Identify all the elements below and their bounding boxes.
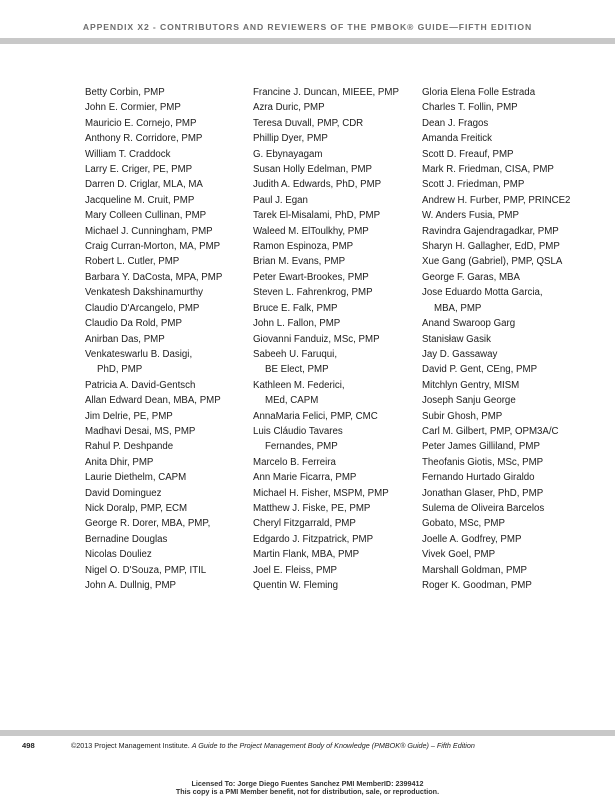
contributor-name bbox=[422, 285, 600, 316]
contributor-name-line: Roger K. Goodman, PMP bbox=[422, 580, 532, 591]
contributor-name-line: Cheryl Fitzgarrald, PMP bbox=[253, 518, 356, 530]
contributor-name-line: Quentin W. Fleming bbox=[253, 580, 339, 591]
contributor-name bbox=[85, 547, 263, 562]
contributor-name bbox=[85, 563, 263, 578]
contributor-name-line: Barbara Y. DaCosta, MPA, PMP bbox=[85, 271, 223, 283]
contributor-name-continuation: MBA, PMP bbox=[434, 302, 482, 314]
contributor-name bbox=[253, 193, 431, 208]
contributor-name-line: Peter Ewart-Brookes, PMP bbox=[253, 271, 369, 283]
contributor-name-line: Nigel O. D'Souza, PMP, ITIL bbox=[85, 564, 207, 576]
footer-rule bbox=[0, 730, 615, 736]
contributor-name bbox=[422, 224, 600, 239]
contributor-name-line: Larry E. Criger, PE, PMP bbox=[85, 164, 193, 176]
contributor-name-line: Bruce E. Falk, PMP bbox=[253, 302, 338, 314]
contributor-name-line: Mitchlyn Gentry, MISM bbox=[422, 379, 520, 391]
contributor-name-line: Anita Dhir, PMP bbox=[85, 456, 154, 468]
contributor-name-line: William T. Craddock bbox=[85, 148, 171, 160]
contributor-name bbox=[422, 239, 600, 254]
contributor-name bbox=[85, 501, 263, 516]
contributor-name-line: Sabeeh U. Faruqui, bbox=[253, 348, 338, 360]
contributor-name bbox=[253, 162, 431, 177]
contributors-column-3 bbox=[422, 85, 600, 593]
contributor-name bbox=[422, 409, 600, 424]
contributor-name-line: Claudio Da Rold, PMP bbox=[85, 318, 182, 330]
contributor-name bbox=[422, 116, 600, 131]
contributor-name bbox=[253, 254, 431, 269]
contributor-name-line: Giovanni Fanduiz, MSc, PMP bbox=[253, 333, 380, 345]
contributor-name bbox=[253, 208, 431, 223]
contributor-name-line: Nicolas Douliez bbox=[85, 549, 152, 561]
contributor-name-line: Rahul P. Deshpande bbox=[85, 441, 174, 453]
contributor-name bbox=[85, 470, 263, 485]
contributor-name bbox=[422, 177, 600, 192]
contributor-name bbox=[422, 254, 600, 269]
contributor-name bbox=[253, 501, 431, 516]
contributor-name-line: Bernadine Douglas bbox=[85, 533, 168, 545]
contributor-name bbox=[253, 285, 431, 300]
contributor-name-line: Scott J. Friedman, PMP bbox=[422, 179, 525, 191]
contributors-column-1 bbox=[85, 85, 263, 593]
contributor-name-line: Jose Eduardo Motta Garcia, bbox=[422, 287, 543, 299]
contributor-name-line: Francine J. Duncan, MIEEE, PMP bbox=[253, 87, 399, 98]
contributor-name-line: Phillip Dyer, PMP bbox=[253, 133, 328, 145]
contributor-name bbox=[85, 532, 263, 547]
contributor-name bbox=[253, 516, 431, 531]
contributor-name-line: Waleed M. ElToulkhy, PMP bbox=[253, 225, 369, 237]
contributor-name bbox=[85, 116, 263, 131]
contributor-name bbox=[85, 100, 263, 115]
page-header bbox=[0, 0, 615, 46]
contributor-name-line: Marshall Goldman, PMP bbox=[422, 564, 527, 576]
contributor-name-line: Nick Doralp, PMP, ECM bbox=[85, 502, 188, 514]
contributor-name-line: Gloria Elena Folle Estrada bbox=[422, 87, 536, 98]
contributor-name-line: Claudio D'Arcangelo, PMP bbox=[85, 302, 200, 314]
contributor-name bbox=[422, 424, 600, 439]
contributor-name-line: Stanisław Gasik bbox=[422, 333, 491, 345]
contributor-name bbox=[253, 116, 431, 131]
contributor-name bbox=[85, 131, 263, 146]
contributor-name bbox=[422, 501, 600, 516]
contributor-name-line: Sharyn H. Gallagher, EdD, PMP bbox=[422, 241, 560, 253]
contributor-name-line: AnnaMaria Felici, PMP, CMC bbox=[253, 410, 378, 422]
contributor-name bbox=[253, 563, 431, 578]
contributor-name-line: Joseph Sanju George bbox=[422, 395, 516, 407]
contributor-name-line: Mark R. Friedman, CISA, PMP bbox=[422, 164, 554, 176]
contributor-name bbox=[422, 131, 600, 146]
license-notice bbox=[0, 780, 615, 796]
license-line-2: This copy is a PMI Member benefit, not for distribution, sale, or reproduction. bbox=[175, 787, 440, 797]
contributor-name bbox=[422, 316, 600, 331]
contributor-name bbox=[85, 301, 263, 316]
contributor-name bbox=[422, 162, 600, 177]
contributor-name bbox=[85, 332, 263, 347]
contributor-name bbox=[85, 439, 263, 454]
contributor-name-line: Michael J. Cunningham, PMP bbox=[85, 225, 213, 237]
contributor-name bbox=[253, 547, 431, 562]
contributor-name-continuation: MEd, CAPM bbox=[265, 395, 319, 407]
contributor-name bbox=[253, 424, 431, 455]
contributor-name bbox=[253, 409, 431, 424]
contributor-name bbox=[422, 347, 600, 362]
contributor-name-line: Steven L. Fahrenkrog, PMP bbox=[253, 287, 373, 299]
contributor-name bbox=[85, 578, 263, 593]
license-line-1: Licensed To: Jorge Diego Fuentes Sanchez PMI MemberID: 2399412 bbox=[191, 779, 424, 788]
contributor-name-line: Martin Flank, MBA, PMP bbox=[253, 549, 360, 561]
contributor-name-line: Paul J. Egan bbox=[253, 194, 308, 206]
contributor-name bbox=[253, 578, 431, 593]
contributor-name-line: Mary Colleen Cullinan, PMP bbox=[85, 210, 207, 222]
book-title: A Guide to the Project Management Body of Knowledge (PMBOK® Guide) – Fifth Edition bbox=[191, 741, 475, 750]
contributor-name-line: W. Anders Fusia, PMP bbox=[422, 210, 519, 222]
contributor-name bbox=[85, 486, 263, 501]
contributor-name-line: Ramon Espinoza, PMP bbox=[253, 241, 354, 253]
contributor-name bbox=[422, 547, 600, 562]
contributor-name bbox=[85, 254, 263, 269]
contributor-name bbox=[253, 177, 431, 192]
contributor-name bbox=[85, 177, 263, 192]
contributor-name-line: Ravindra Gajendragadkar, PMP bbox=[422, 225, 559, 237]
contributor-name-line: Venkatesh Dakshinamurthy bbox=[85, 287, 203, 299]
contributor-name bbox=[85, 424, 263, 439]
contributor-name bbox=[85, 193, 263, 208]
contributor-name-line: G. Ebynayagam bbox=[253, 148, 323, 160]
page-number: 498 bbox=[22, 741, 35, 750]
contributor-name-line: George R. Dorer, MBA, PMP, bbox=[85, 518, 211, 530]
contributor-name-line: Xue Gang (Gabriel), PMP, QSLA bbox=[422, 256, 563, 268]
contributor-name bbox=[253, 224, 431, 239]
contributor-name-line: John L. Fallon, PMP bbox=[253, 318, 341, 330]
contributor-name bbox=[85, 378, 263, 393]
contributor-name-line: Jonathan Glaser, PhD, PMP bbox=[422, 487, 544, 499]
contributor-name bbox=[422, 532, 600, 547]
contributor-name-line: Craig Curran-Morton, MA, PMP bbox=[85, 241, 221, 253]
contributor-name-line: Madhavi Desai, MS, PMP bbox=[85, 425, 196, 437]
contributor-name bbox=[253, 378, 431, 409]
contributor-name-line: Edgardo J. Fitzpatrick, PMP bbox=[253, 533, 374, 545]
contributor-name-line: Robert L. Cutler, PMP bbox=[85, 256, 180, 268]
contributor-name-line: David Dominguez bbox=[85, 487, 162, 499]
contributor-name-line: Sulema de Oliveira Barcelos bbox=[422, 502, 545, 514]
contributor-name-line: Judith A. Edwards, PhD, PMP bbox=[253, 179, 382, 191]
contributor-name bbox=[422, 563, 600, 578]
contributor-name-line: Joel E. Fleiss, PMP bbox=[253, 564, 337, 576]
contributor-name-line: Mauricio E. Cornejo, PMP bbox=[85, 117, 197, 129]
contributor-name-line: George F. Garas, MBA bbox=[422, 271, 520, 283]
contributor-name-continuation: BE Elect, PMP bbox=[265, 364, 329, 376]
contributor-name-line: Venkateswarlu B. Dasigi, bbox=[85, 348, 193, 360]
contributor-name bbox=[253, 147, 431, 162]
copyright-prefix: ©2013 Project Management Institute. bbox=[71, 741, 190, 750]
contributor-name bbox=[422, 362, 600, 377]
contributor-name bbox=[422, 147, 600, 162]
contributor-name-line: Patricia A. David-Gentsch bbox=[85, 379, 196, 391]
contributor-name-line: Jacqueline M. Cruit, PMP bbox=[85, 194, 195, 206]
contributor-name bbox=[85, 347, 263, 378]
contributors-list bbox=[0, 85, 615, 605]
contributor-name-line: Andrew H. Furber, PMP, PRINCE2 bbox=[422, 194, 571, 206]
contributor-name bbox=[253, 486, 431, 501]
contributor-name bbox=[253, 316, 431, 331]
contributor-name-line: Kathleen M. Federici, bbox=[253, 379, 345, 391]
contributor-name bbox=[422, 439, 600, 454]
contributor-name-line: Gobato, MSc, PMP bbox=[422, 518, 505, 530]
contributor-name bbox=[422, 393, 600, 408]
contributor-name-line: Darren D. Criglar, MLA, MA bbox=[85, 179, 203, 191]
contributor-name-line: Teresa Duvall, PMP, CDR bbox=[253, 117, 364, 129]
contributor-name bbox=[85, 270, 263, 285]
contributor-name bbox=[253, 332, 431, 347]
contributor-name bbox=[422, 486, 600, 501]
contributor-name bbox=[253, 455, 431, 470]
contributor-name-line: Matthew J. Fiske, PE, PMP bbox=[253, 502, 371, 514]
contributor-name bbox=[85, 285, 263, 300]
copyright-notice bbox=[71, 741, 475, 750]
contributor-name bbox=[85, 516, 263, 531]
contributor-name-line: Azra Duric, PMP bbox=[253, 102, 325, 114]
contributor-name bbox=[422, 455, 600, 470]
contributor-name-line: Scott D. Freauf, PMP bbox=[422, 148, 514, 160]
contributor-name bbox=[253, 301, 431, 316]
contributor-name bbox=[422, 470, 600, 485]
contributor-name bbox=[422, 332, 600, 347]
contributor-name bbox=[85, 393, 263, 408]
contributor-name-line: Anthony R. Corridore, PMP bbox=[85, 133, 203, 145]
contributor-name bbox=[85, 239, 263, 254]
contributor-name bbox=[422, 100, 600, 115]
contributor-name-line: Luis Cláudio Tavares bbox=[253, 425, 343, 437]
contributor-name bbox=[422, 208, 600, 223]
contributor-name bbox=[85, 147, 263, 162]
contributor-name bbox=[85, 85, 263, 100]
contributor-name-line: John E. Cormier, PMP bbox=[85, 102, 181, 114]
contributor-name bbox=[85, 208, 263, 223]
contributor-name-line: Carl M. Gilbert, PMP, OPM3A/C bbox=[422, 425, 559, 437]
contributors-column-2 bbox=[253, 85, 431, 593]
contributor-name-line: Brian M. Evans, PMP bbox=[253, 256, 346, 268]
contributor-name-line: Tarek El-Misalami, PhD, PMP bbox=[253, 210, 381, 222]
contributor-name bbox=[253, 470, 431, 485]
contributor-name-line: Marcelo B. Ferreira bbox=[253, 456, 336, 468]
contributor-name bbox=[85, 224, 263, 239]
header-rule bbox=[0, 38, 615, 44]
contributor-name-line: Jay D. Gassaway bbox=[422, 348, 498, 360]
contributor-name bbox=[253, 85, 431, 100]
contributor-name-line: Peter James Gilliland, PMP bbox=[422, 441, 540, 453]
contributor-name bbox=[85, 455, 263, 470]
contributor-name-line: Ann Marie Ficarra, PMP bbox=[253, 472, 357, 484]
header-title: APPENDIX X2 - CONTRIBUTORS AND REVIEWERS OF THE PMBOK® GUIDE—FIFTH EDITION bbox=[82, 22, 533, 32]
contributor-name bbox=[253, 100, 431, 115]
contributor-name bbox=[253, 239, 431, 254]
contributor-name bbox=[253, 347, 431, 378]
contributor-name bbox=[85, 162, 263, 177]
contributor-name bbox=[85, 409, 263, 424]
contributor-name-continuation: PhD, PMP bbox=[97, 364, 143, 376]
contributor-name bbox=[422, 85, 600, 100]
contributor-name bbox=[422, 378, 600, 393]
contributor-name bbox=[253, 270, 431, 285]
contributor-name-line: Susan Holly Edelman, PMP bbox=[253, 164, 372, 176]
contributor-name-continuation: Fernandes, PMP bbox=[265, 441, 338, 453]
contributor-name-line: Betty Corbin, PMP bbox=[85, 87, 165, 98]
contributor-name bbox=[253, 131, 431, 146]
contributor-name-line: Subir Ghosh, PMP bbox=[422, 410, 503, 422]
contributor-name-line: Joelle A. Godfrey, PMP bbox=[422, 533, 522, 545]
contributor-name-line: Amanda Freitick bbox=[422, 133, 492, 145]
contributor-name bbox=[422, 578, 600, 593]
contributor-name-line: Charles T. Follin, PMP bbox=[422, 102, 518, 114]
contributor-name-line: Fernando Hurtado Giraldo bbox=[422, 472, 535, 484]
contributor-name-line: Dean J. Fragos bbox=[422, 117, 489, 129]
contributor-name bbox=[85, 316, 263, 331]
contributor-name bbox=[422, 193, 600, 208]
contributor-name-line: John A. Dullnig, PMP bbox=[85, 580, 176, 591]
contributor-name-line: Theofanis Giotis, MSc, PMP bbox=[422, 456, 544, 468]
contributor-name-line: Jim Delrie, PE, PMP bbox=[85, 410, 173, 422]
contributor-name-line: Laurie Diethelm, CAPM bbox=[85, 472, 187, 484]
contributor-name-line: David P. Gent, CEng, PMP bbox=[422, 364, 538, 376]
contributor-name-line: Michael H. Fisher, MSPM, PMP bbox=[253, 487, 389, 499]
contributor-name bbox=[422, 516, 600, 531]
contributor-name-line: Allan Edward Dean, MBA, PMP bbox=[85, 395, 221, 407]
contributor-name-line: Vivek Goel, PMP bbox=[422, 549, 496, 561]
contributor-name-line: Anand Swaroop Garg bbox=[422, 318, 516, 330]
contributor-name bbox=[422, 270, 600, 285]
contributor-name-line: Anirban Das, PMP bbox=[85, 333, 165, 345]
contributor-name bbox=[253, 532, 431, 547]
